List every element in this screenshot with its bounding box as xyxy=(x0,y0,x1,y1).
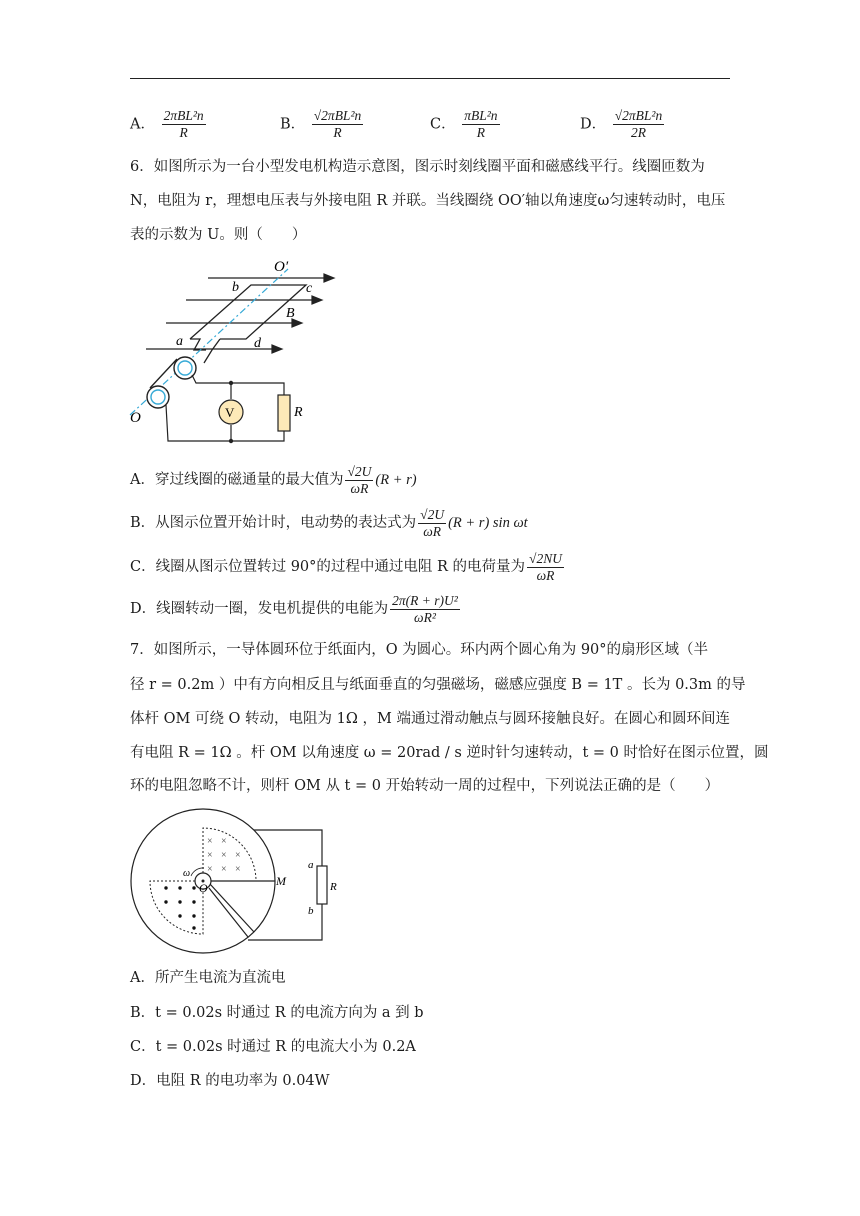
center-lead xyxy=(210,884,254,932)
slip-rings xyxy=(147,357,196,408)
q6-option-d[interactable]: D．线圈转动一圈，发电机提供的电能为 $\frac{\text{2π(R + r)U²}}{\text{ωR²}}$ xyxy=(130,592,458,625)
q6-option-b[interactable]: B．从图示位置开始计时，电动势的表达式为 $\frac{√2U}{\omega R}$ (R + r) sin ωt xyxy=(130,506,528,539)
label-d: d xyxy=(254,336,261,351)
label-b: b xyxy=(232,280,239,295)
fraction: $\frac{\text{πBL²n}}{R}$ xyxy=(464,108,498,140)
q7-option-b[interactable]: B．t = 0.02s 时通过 R 的电流方向为 a 到 b xyxy=(130,1005,424,1021)
generator-diagram xyxy=(128,255,348,450)
svg-text:×: × xyxy=(221,864,227,875)
fraction: $\frac{\text{√2πBL²n}}{2R}$ xyxy=(614,108,663,140)
q6-option-c[interactable]: C．线圈从图示位置转过 90°的过程中通过电阻 R 的电荷量为 $\frac{√2NU}{\omega R}$ xyxy=(130,550,562,583)
label-o: O xyxy=(199,881,208,895)
fraction: $\frac{\text{2πBL²n}}{R}$ xyxy=(163,108,204,140)
q5-option-a[interactable]: A． $\frac{\text{2πBL²n}}{R}$ xyxy=(130,108,204,140)
q7-stem-line-5: 环的电阻忽略不计，则杆 OM 从 t = 0 开始转动一周的过程中，下列说法正确的是（ ） xyxy=(130,778,720,794)
label-o: O xyxy=(130,410,141,426)
q7-stem-line-2: 径 r = 0.2m ）中有方向相反且与纸面垂直的匀强磁场，磁感应强度 B = 1T 。长为 0.3m 的导 xyxy=(130,677,746,693)
resistor-r xyxy=(317,866,327,904)
q7-option-c[interactable]: C．t = 0.02s 时通过 R 的电流大小为 0.2A xyxy=(130,1039,416,1055)
q7-option-d[interactable]: D．电阻 R 的电功率为 0.04W xyxy=(130,1073,330,1089)
label-m: M xyxy=(276,874,286,888)
svg-text:×: × xyxy=(221,850,227,861)
ring-diagram xyxy=(128,806,340,961)
fraction: $\frac{√2U}{\omega R}$ xyxy=(420,506,445,539)
voltmeter-label: V xyxy=(225,405,235,420)
q6-stem-line-2: N，电阻为 r，理想电压表与外接电阻 R 并联。当线圈绕 OO′轴以角速度ω匀速转动时，电压 xyxy=(130,193,726,209)
fraction: $\frac{\text{√2πBL²n}}{R}$ xyxy=(313,108,362,140)
fraction: $\frac{√2NU}{\omega R}$ xyxy=(529,550,562,583)
cross-markers xyxy=(207,836,241,875)
label-a: a xyxy=(176,334,183,349)
fraction: $\frac{√2U}{\omega R}$ xyxy=(347,463,372,496)
label-field-b: B xyxy=(286,306,295,321)
header-rule xyxy=(130,78,730,79)
coil xyxy=(190,285,306,363)
q7-stem-line-1: 7．如图所示，一导体圆环位于纸面内，O 为圆心。环内两个圆心角为 90°的扇形区域（半 xyxy=(130,642,709,658)
q5-option-c[interactable]: C． $\frac{\text{πBL²n}}{R}$ xyxy=(430,108,498,140)
fraction: $\frac{\text{2π(R + r)U²}}{\text{ωR²}}$ xyxy=(392,592,458,625)
svg-text:×: × xyxy=(207,836,213,847)
label-a: a xyxy=(308,859,314,871)
q7-option-a[interactable]: A．所产生电流为直流电 xyxy=(130,970,286,986)
label-o-prime: O′ xyxy=(274,259,289,275)
q6-option-a[interactable]: A．穿过线圈的磁通量的最大值为 $\frac{√2U}{\omega R}$ (R + r) xyxy=(130,463,417,496)
dot-markers xyxy=(164,886,195,929)
svg-text:×: × xyxy=(235,850,241,861)
resistor-label: R xyxy=(294,405,303,420)
q5-option-d[interactable]: D． $\frac{\text{√2πBL²n}}{2R}$ xyxy=(580,108,663,140)
label-r: R xyxy=(330,881,337,893)
svg-text:×: × xyxy=(207,850,213,861)
q7-stem-line-4: 有电阻 R = 1Ω 。杆 OM 以角速度 ω = 20rad / s 逆时针匀速转动，t = 0 时恰好在图示位置，圆 xyxy=(130,745,769,761)
q7-stem-line-3: 体杆 OM 可绕 O 转动，电阻为 1Ω ，M 端通过滑动触点与圆环接触良好。在圆心和圆环间连 xyxy=(130,711,730,727)
label-omega: ω xyxy=(183,868,191,879)
resistor xyxy=(278,395,290,431)
svg-text:×: × xyxy=(207,864,213,875)
svg-text:×: × xyxy=(235,864,241,875)
label-b: b xyxy=(308,905,314,917)
label-c: c xyxy=(306,281,313,296)
q6-stem-line-1: 6．如图所示为一台小型发电机构造示意图，图示时刻线圈平面和磁感线平行。线圈匝数为 xyxy=(130,159,705,175)
q6-stem-line-3: 表的示数为 U。则（ ） xyxy=(130,227,307,243)
svg-text:×: × xyxy=(221,836,227,847)
q5-option-b[interactable]: B． $\frac{\text{√2πBL²n}}{R}$ xyxy=(280,108,362,140)
